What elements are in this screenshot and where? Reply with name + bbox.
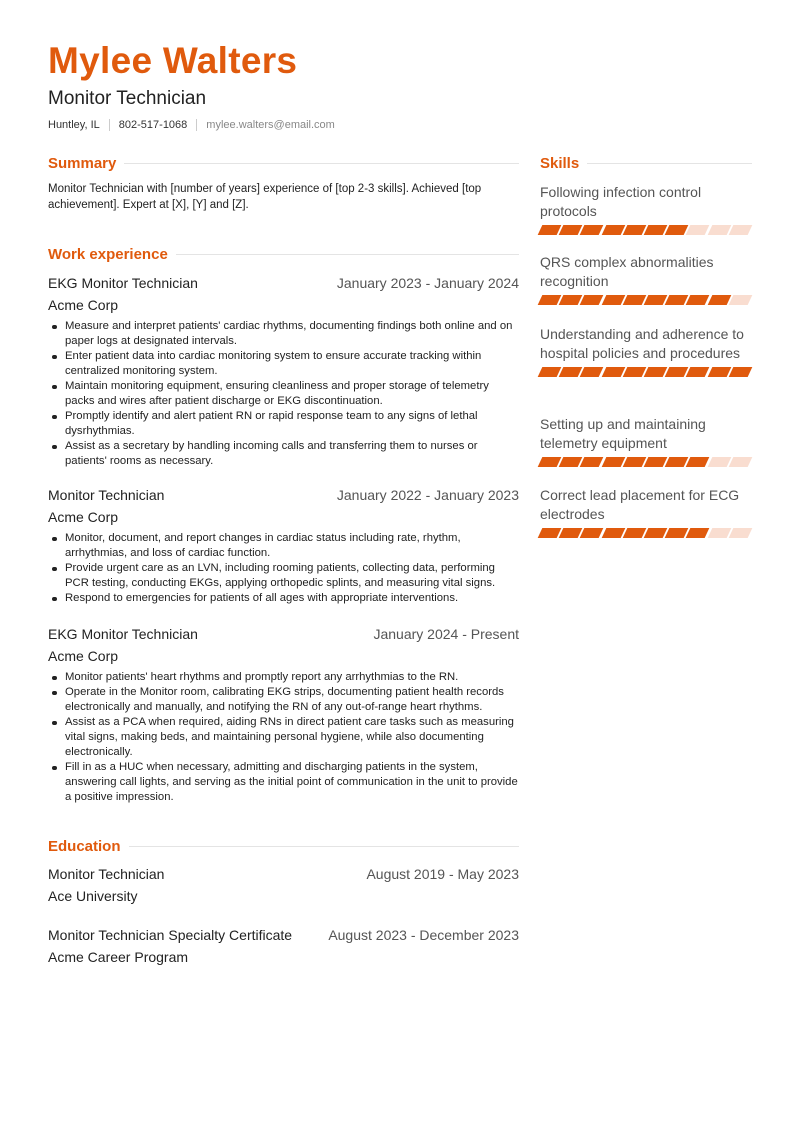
skill-level-segment-filled bbox=[538, 457, 562, 467]
section-rule bbox=[587, 163, 752, 164]
job-bullets bbox=[48, 319, 519, 469]
skill-level-segment-empty bbox=[707, 457, 731, 467]
education-degree: Monitor Technician bbox=[48, 866, 165, 882]
skill-level-segment-filled bbox=[580, 528, 604, 538]
skill-level-segment-empty bbox=[707, 528, 731, 538]
job-dates: January 2023 - January 2024 bbox=[336, 275, 519, 291]
job-bullet: Monitor patients' heart rhythms and promptly report any arrhythmias to the RN. bbox=[48, 670, 519, 685]
job-entry bbox=[48, 275, 519, 469]
skill-level-segment-filled bbox=[601, 295, 625, 305]
job-entry bbox=[48, 626, 519, 805]
skill-level-segment-filled bbox=[580, 457, 604, 467]
skill-level-segment-filled bbox=[538, 295, 562, 305]
skill-level-segment-filled bbox=[644, 367, 668, 377]
skill-level-segment-empty bbox=[728, 457, 752, 467]
skill-level-segment-filled bbox=[644, 457, 668, 467]
skill-level-segment-filled bbox=[601, 528, 625, 538]
contact-divider bbox=[196, 119, 197, 131]
job-bullet: Respond to emergencies for patients of all ages with appropriate interventions. bbox=[48, 591, 519, 606]
job-bullet: Monitor, document, and report changes in cardiac status including rate, rhythm, arrhythmias, and loss of cardiac function. bbox=[48, 531, 519, 561]
skill-level-segment-empty bbox=[707, 225, 731, 235]
job-title: EKG Monitor Technician bbox=[48, 626, 198, 642]
skill-level-segment-filled bbox=[601, 225, 625, 235]
skill-level-segment-filled bbox=[601, 367, 625, 377]
job-bullet: Enter patient data into cardiac monitoring system to ensure accurate tracking within centralized monitoring system. bbox=[48, 349, 519, 379]
education-heading-text: Education bbox=[48, 838, 121, 855]
location-text: Huntley, IL bbox=[48, 119, 100, 131]
section-rule bbox=[124, 163, 519, 164]
skill-name: QRS complex abnormalities recognition bbox=[540, 254, 714, 289]
section-rule bbox=[176, 254, 519, 255]
candidate-name: Mylee Walters bbox=[48, 40, 298, 81]
skill-item bbox=[540, 253, 754, 305]
skill-level-bar bbox=[540, 295, 754, 305]
skill-level-segment-filled bbox=[728, 367, 752, 377]
education-dates: August 2019 - May 2023 bbox=[366, 866, 519, 882]
skill-level-segment-filled bbox=[686, 367, 710, 377]
job-bullet: Provide urgent care as an LVN, including rooming patients, collecting data, performing PCR testing, conducting EKGs, applying orthopedic splints, and measuring vital signs. bbox=[48, 561, 519, 591]
phone-text: 802-517-1068 bbox=[118, 119, 188, 131]
job-dates: January 2024 - Present bbox=[373, 626, 519, 642]
skill-level-segment-filled bbox=[686, 457, 710, 467]
contact-divider bbox=[109, 119, 110, 131]
job-company: Acme Corp bbox=[48, 297, 119, 313]
skill-level-segment-filled bbox=[538, 225, 562, 235]
skill-level-segment-filled bbox=[580, 225, 604, 235]
skill-level-segment-filled bbox=[622, 295, 646, 305]
skill-level-segment-filled bbox=[707, 295, 731, 305]
job-bullets bbox=[48, 670, 519, 805]
work-heading bbox=[48, 246, 519, 263]
job-entry bbox=[48, 487, 519, 606]
skill-level-segment-filled bbox=[707, 367, 731, 377]
summary-heading-text: Summary bbox=[48, 155, 117, 172]
job-title: Monitor Technician bbox=[48, 487, 165, 503]
skill-item bbox=[540, 325, 754, 377]
contact-line bbox=[48, 119, 335, 131]
skill-level-segment-filled bbox=[538, 367, 562, 377]
skill-level-segment-empty bbox=[728, 528, 752, 538]
skill-level-bar bbox=[540, 457, 754, 467]
job-bullet: Promptly identify and alert patient RN or rapid response team to any signs of lethal dysrhythmias. bbox=[48, 409, 519, 439]
skill-level-segment-empty bbox=[728, 295, 752, 305]
summary-heading bbox=[48, 155, 519, 172]
skill-item bbox=[540, 415, 754, 467]
skill-level-segment-filled bbox=[580, 295, 604, 305]
skill-item bbox=[540, 183, 754, 235]
skill-level-segment-filled bbox=[644, 295, 668, 305]
education-dates: August 2023 - December 2023 bbox=[328, 927, 519, 943]
job-title: EKG Monitor Technician bbox=[48, 275, 198, 291]
skill-level-segment-filled bbox=[622, 457, 646, 467]
job-bullet: Maintain monitoring equipment, ensuring cleanliness and proper storage of telemetry packs and wires after patient discharge or EKG discontinuation. bbox=[48, 379, 519, 409]
skill-level-segment-filled bbox=[580, 367, 604, 377]
skill-level-segment-filled bbox=[622, 367, 646, 377]
skill-level-segment-filled bbox=[644, 528, 668, 538]
section-rule bbox=[129, 846, 519, 847]
summary-text: Monitor Technician with [number of years] experience of [top 2-3 skills]. Achieved [top achievement]. Expert at [X], [Y] and [Z]. bbox=[48, 183, 482, 211]
skill-name: Setting up and maintaining telemetry equipment bbox=[540, 416, 706, 451]
candidate-role: Monitor Technician bbox=[48, 88, 207, 109]
job-bullet: Operate in the Monitor room, calibrating EKG strips, documenting patient health records electronically and manually, and notifying the RN of any out-of-range heart rhythms. bbox=[48, 685, 519, 715]
skill-level-bar bbox=[540, 528, 754, 538]
education-school: Ace University bbox=[48, 888, 138, 904]
job-bullet: Assist as a secretary by handling incoming calls and transferring them to nurses or patients' rooms as necessary. bbox=[48, 439, 519, 469]
skills-heading bbox=[540, 155, 752, 172]
skill-level-segment-filled bbox=[538, 528, 562, 538]
skill-level-segment-filled bbox=[622, 528, 646, 538]
skill-level-bar bbox=[540, 225, 754, 235]
skill-level-segment-filled bbox=[622, 225, 646, 235]
skill-level-bar bbox=[540, 367, 754, 377]
job-company: Acme Corp bbox=[48, 648, 119, 664]
job-bullet: Fill in as a HUC when necessary, admitting and discharging patients in the system, answering call lights, and serving as the initial point of communication in the unit to provide a positive impression. bbox=[48, 760, 519, 805]
skill-level-segment-filled bbox=[686, 528, 710, 538]
skill-level-segment-filled bbox=[601, 457, 625, 467]
job-bullet: Measure and interpret patients' cardiac rhythms, documenting findings both online and on paper logs at designated intervals. bbox=[48, 319, 519, 349]
job-dates: January 2022 - January 2023 bbox=[336, 487, 519, 503]
education-degree: Monitor Technician Specialty Certificate bbox=[48, 927, 293, 943]
job-company: Acme Corp bbox=[48, 509, 119, 525]
education-entry bbox=[48, 927, 519, 965]
skill-name: Following infection control protocols bbox=[540, 184, 702, 219]
work-heading-text: Work experience bbox=[48, 246, 168, 263]
skill-name: Understanding and adherence to hospital policies and procedures bbox=[540, 326, 744, 361]
skills-heading-text: Skills bbox=[540, 155, 580, 172]
education-heading bbox=[48, 838, 519, 855]
skill-level-segment-filled bbox=[686, 295, 710, 305]
skill-level-segment-empty bbox=[728, 225, 752, 235]
job-bullet: Assist as a PCA when required, aiding RNs in direct patient care tasks such as measuring vital signs, making beds, and maintaining personal hygiene, while also documenting electronically. bbox=[48, 715, 519, 760]
skill-name: Correct lead placement for ECG electrodes bbox=[540, 487, 740, 522]
skill-level-segment-empty bbox=[686, 225, 710, 235]
education-entry bbox=[48, 866, 519, 904]
skill-level-segment-filled bbox=[644, 225, 668, 235]
email-link[interactable]: mylee.walters@email.com bbox=[206, 119, 335, 131]
job-bullets bbox=[48, 531, 519, 606]
skill-item bbox=[540, 486, 754, 538]
education-school: Acme Career Program bbox=[48, 949, 189, 965]
